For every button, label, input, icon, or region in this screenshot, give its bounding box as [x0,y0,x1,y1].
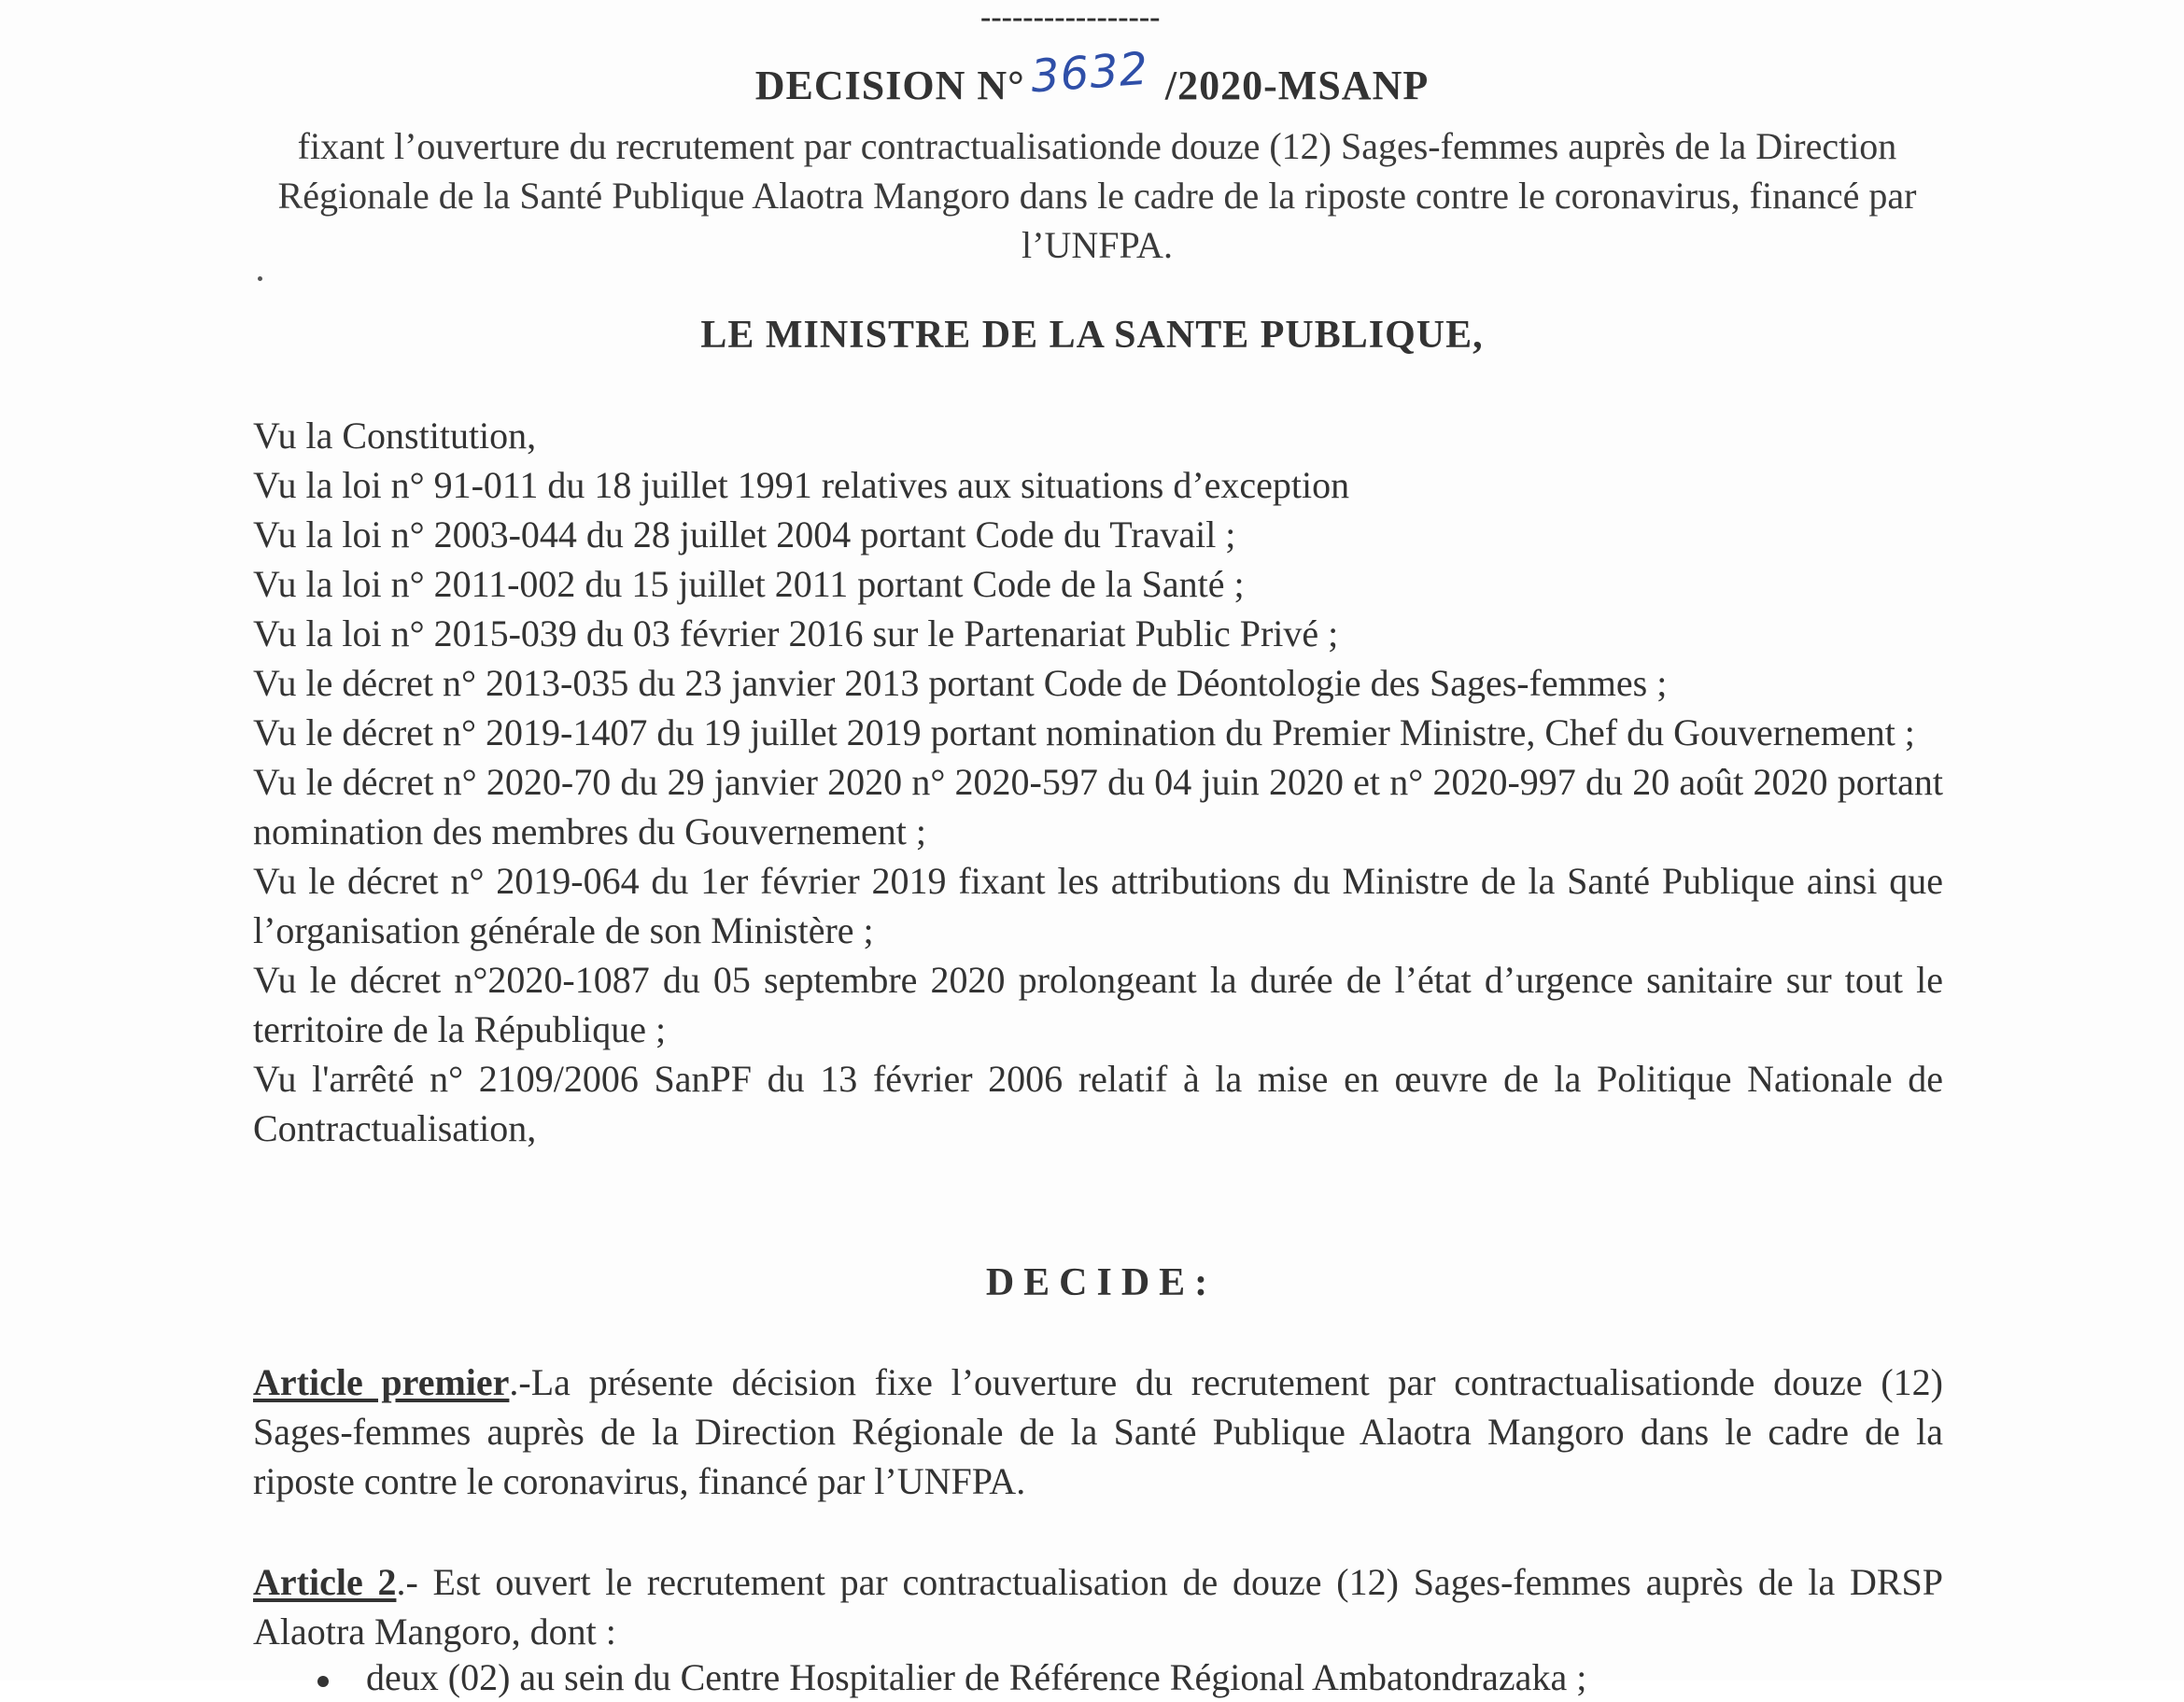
visa-item: Vu le décret n° 2020-70 du 29 janvier 2020 n° 2020-597 du 04 juin 2020 et n° 2020-997 du 20 août 2020 portant nomination des membres du Gouvernement ; [253,761,1943,852]
bullet-item [317,1653,1905,1702]
decision-suffix: /2020-MSANP [1164,63,1430,108]
header-separator: ----------------- [980,0,1161,35]
article-text: .- Est ouvert le recrutement par contractualisation de douze (12) Sages-femmes auprès de la DRSP Alaotra Mangoro, dont : [253,1561,1943,1653]
handwritten-decision-number: 3632 [1028,42,1150,104]
stray-dot [258,276,262,281]
decision-prefix: DECISION N° [754,63,1025,108]
article-text: .-La présente décision fixe l’ouverture du recrutement par contractualisationde douze (12) Sages-femmes auprès de la Direction Régionale de la Santé Publique Alaotra Mangoro dans le cadre de la riposte contre le coronavirus, financé par l’UNFPA. [253,1361,1943,1502]
bullet-icon [317,1676,329,1687]
visa-item: Vu la loi n° 2011-002 du 15 juillet 2011 portant Code de la Santé ; [253,563,1245,605]
visas-list [253,411,1943,1153]
visa-item: Vu l'arrêté n° 2109/2006 SanPF du 13 février 2006 relatif à la mise en œuvre de la Politique Nationale de Contractualisation, [253,1058,1943,1149]
visa-item: Vu la loi n° 2003-044 du 28 juillet 2004 portant Code du Travail ; [253,513,1236,556]
article-2 [253,1557,1943,1656]
minister-heading: LE MINISTRE DE LA SANTE PUBLIQUE, [700,314,1484,357]
visa-item: Vu le décret n° 2019-064 du 1er février 2019 fixant les attributions du Ministre de la Santé Publique ainsi que l’organisation générale de son Ministère ; [253,860,1943,951]
decide-heading: DECIDE: [985,1261,1218,1304]
article-heading: Article premier [253,1361,510,1403]
visa-item: Vu le décret n°2020-1087 du 05 septembre 2020 prolongeant la durée de l’état d’urgence sanitaire sur tout le territoire de la République ; [253,959,1943,1050]
bullet-text: deux (02) au sein du Centre Hospitalier de Référence Régional Ambatondrazaka ; [366,1656,1587,1698]
visa-item: Vu la Constitution, [253,415,537,457]
decision-title [0,42,2184,110]
visa-item: Vu le décret n° 2019-1407 du 19 juillet 2019 portant nomination du Premier Ministre, Chef du Gouvernement ; [253,711,1915,753]
visa-item: Vu la loi n° 91-011 du 18 juillet 1991 relatives aux situations d’exception [253,464,1350,506]
article-heading: Article 2 [253,1561,397,1603]
article-premier [253,1357,1943,1506]
decision-subtitle: fixant l’ouverture du recrutement par contractualisationde douze (12) Sages-femmes auprès de la Direction Régionale de la Santé Publique Alaotra Mangoro dans le cadre de la riposte contre le coronavirus, financé par l’UNFPA. [277,125,1917,266]
visa-item: Vu le décret n° 2013-035 du 23 janvier 2013 portant Code de Déontologie des Sages-femmes ; [253,662,1668,704]
visa-item: Vu la loi n° 2015-039 du 03 février 2016 sur le Partenariat Public Privé ; [253,612,1339,654]
